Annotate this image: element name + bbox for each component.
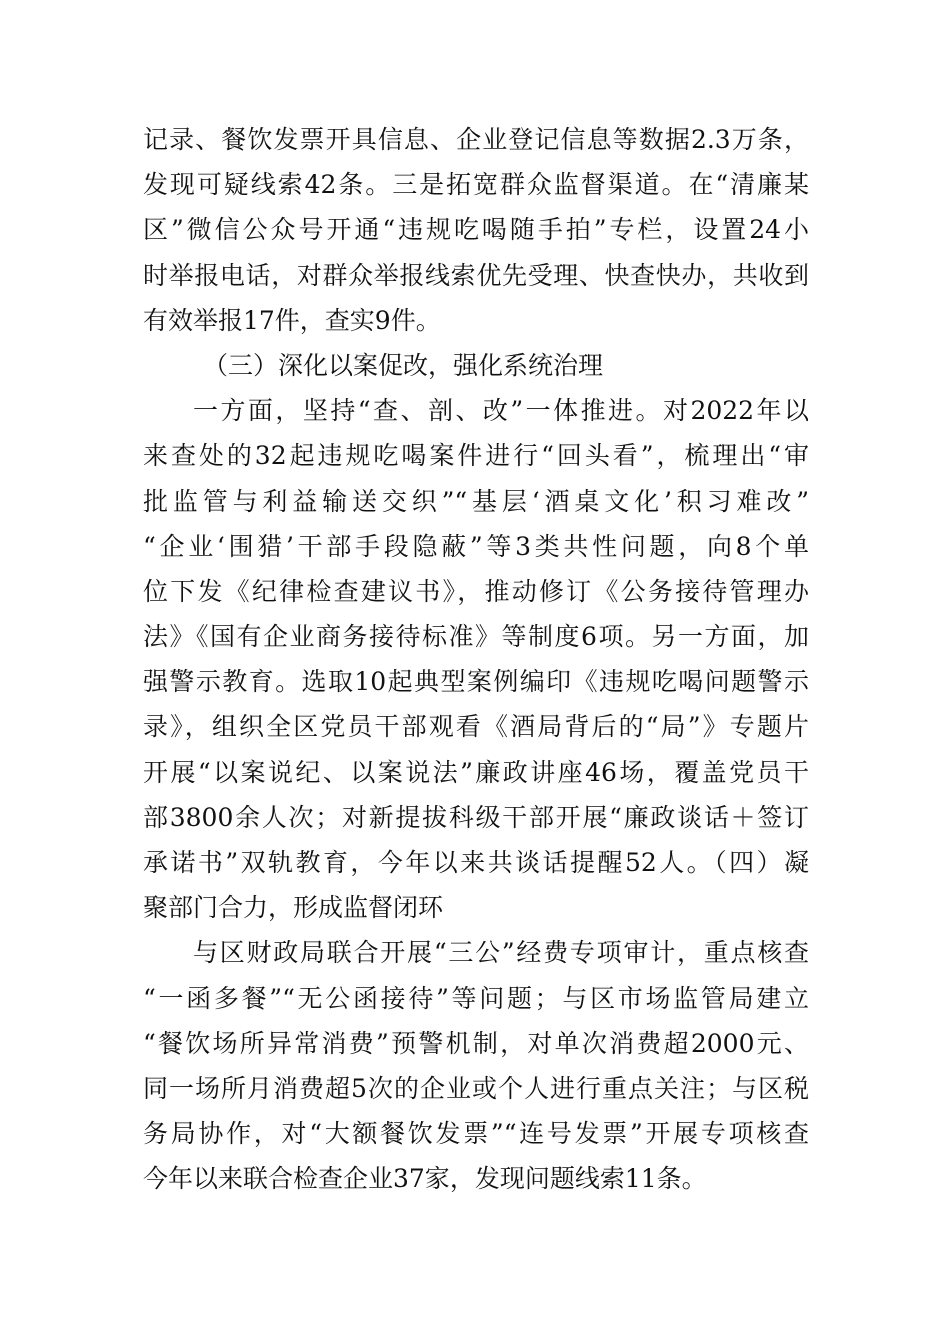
text-line: 批监管与利益输送交织”“基层‘酒桌文化’积习难改” <box>143 486 809 516</box>
text-line: 有效举报17件，查实9件。 <box>143 305 441 335</box>
text-line: 时举报电话，对群众举报线索优先受理、快查快办，共收到 <box>143 260 809 290</box>
text-line: 强警示教育。选取10起典型案例编印《违规吃喝问题警示 <box>143 667 809 697</box>
text-line: 聚部门合力，形成监督闭环 <box>143 893 444 923</box>
text-line: “餐饮场所异常消费”预警机制，对单次消费超2000元、 <box>143 1028 809 1058</box>
text-line: “一函多餐”“无公函接待”等问题；与区市场监管局建立 <box>143 983 809 1013</box>
text-line: 来查处的32起违规吃喝案件进行“回头看”，梳理出“审 <box>143 441 809 471</box>
text-line: 承诺书”双轨教育，今年以来共谈话提醒52人。（四）凝 <box>143 848 809 877</box>
text-line: 位下发《纪律检查建议书》，推动修订《公务接待管理办 <box>143 576 809 606</box>
text-line: 开展“以案说纪、以案说法”廉政讲座46场，覆盖党员干 <box>143 757 809 787</box>
text-line: 录》，组织全区党员干部观看《酒局背后的“局”》专题片 <box>143 712 809 742</box>
text-line: 区”微信公众号开通“违规吃喝随手拍”专栏，设置24小 <box>143 215 809 245</box>
text-line: 法》《国有企业商务接待标准》等制度6项。另一方面，加 <box>143 622 809 652</box>
document-body <box>143 117 809 1202</box>
text-line: 与区财政局联合开展“三公”经费专项审计，重点核查 <box>193 938 809 968</box>
section-heading <box>143 343 809 388</box>
paragraph <box>143 117 809 343</box>
paragraph <box>143 388 809 930</box>
text-line: 部3800余人次；对新提拔科级干部开展“廉政谈话＋签订 <box>143 802 809 832</box>
text-line: 一方面，坚持“查、剖、改”一体推进。对2022年以 <box>193 396 809 426</box>
text-line: 记录、餐饮发票开具信息、企业登记信息等数据2.3万条， <box>143 125 809 154</box>
text-line: 同一场所月消费超5次的企业或个人进行重点关注；与区税 <box>143 1073 809 1103</box>
text-line: “企业‘围猎’干部手段隐蔽”等3类共性问题，向8个单 <box>143 531 809 561</box>
text-line: 务局协作，对“大额餐饮发票”“连号发票”开展专项核查 <box>143 1119 809 1149</box>
heading-line: （三）深化以案促改，强化系统治理 <box>203 350 604 380</box>
text-line: 发现可疑线索42条。三是拓宽群众监督渠道。在“清廉某 <box>143 170 809 200</box>
paragraph <box>143 930 809 1201</box>
text-line: 今年以来联合检查企业37家，发现问题线索11条。 <box>143 1164 707 1194</box>
